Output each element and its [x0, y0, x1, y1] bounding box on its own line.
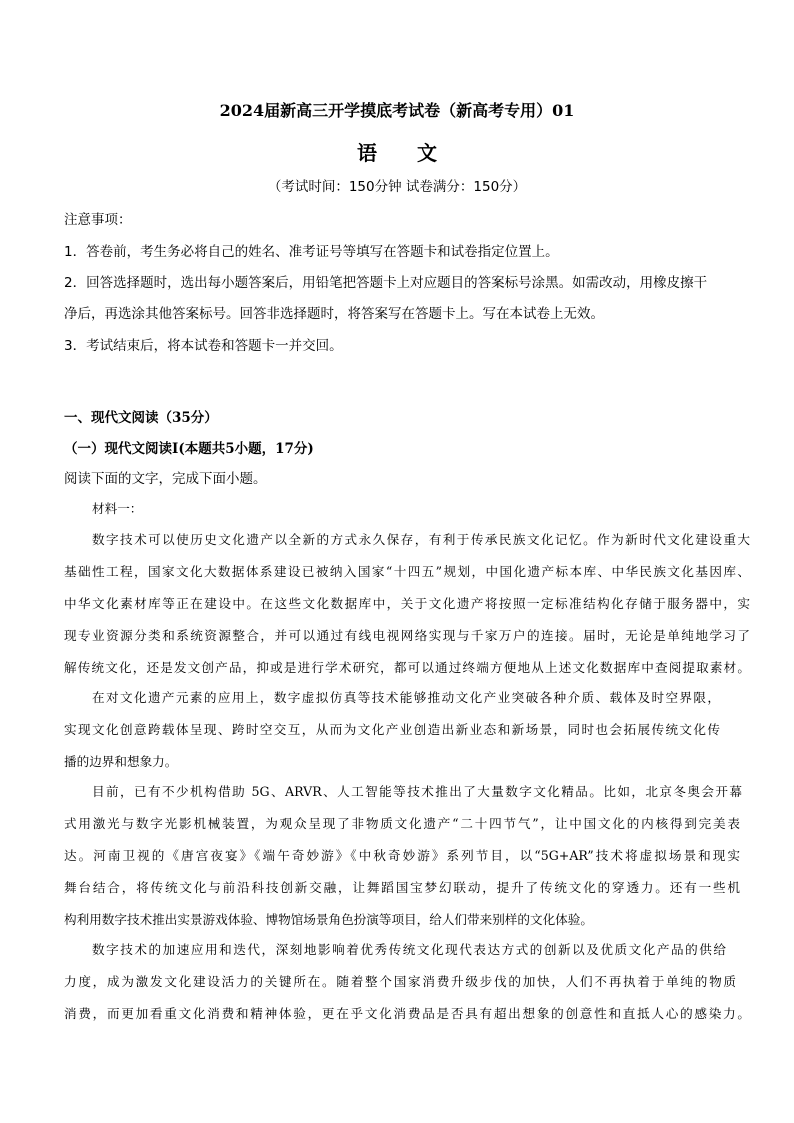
note-item: 3．考试结束后，将本试卷和答题卡一并交回。	[64, 338, 343, 354]
note-item: 净后，再选涂其他答案标号。回答非选择题时，将答案写在答题卡上。写在本试卷上无效。	[64, 306, 604, 322]
material-line: 达。河南卫视的《唐宫夜宴》《端午奇妙游》《中秋奇妙游》系列节目，以“5G+AR”技术将虚拟场景和现实	[64, 848, 740, 863]
reading-instruction: 阅读下面的文字，完成下面小题。	[64, 471, 267, 487]
material-line: 播的边界和想象力。	[64, 754, 178, 769]
material-line: 构利用数字技术推出实景游戏体验、博物馆场景角色扮演等项目，给人们带来别样的文化体验。	[64, 912, 593, 927]
exam-info: （考试时间：150分钟 试卷满分：150分）	[267, 179, 527, 195]
material-line: 基础性工程，国家文化大数据体系建设已被纳入国家“十四五”规划，中国化遗产标本库、中华民族文化基因库、	[64, 564, 750, 579]
subject-char-1: 语	[357, 141, 377, 165]
exam-title: 2024届新高三开学摸底考试卷（新高考专用）01	[219, 101, 575, 120]
material-line: 目前，已有不少机构借助 5G、ARVR、人工智能等技术推出了大量数字文化精品。比如，北京冬奥会开幕	[92, 784, 742, 799]
material-line: 式用激光与数字光影机械装置，为观众呈现了非物质文化遗产“二十四节气”，让中国文化的内核得到完美表	[64, 816, 740, 831]
note-item: 2．回答选择题时，选出每小题答案后，用铅笔把答题卡上对应题目的答案标号涂黑。如需改动，用橡皮擦干	[64, 275, 708, 291]
material-line: 消费，而更加看重文化消费和精神体验，更在乎文化消费品是否具有超出想象的创意性和直抵人心的感染力。	[64, 1006, 750, 1021]
material-line: 现专业资源分类和系统资源整合，并可以通过有线电视网络实现与千家万户的连接。届时，无论是单纯地学习了	[64, 628, 750, 643]
material-line: 舞台结合，将传统文化与前沿科技创新交融，让舞蹈国宝梦幻联动，提升了传统文化的穿透力。还有一些机	[64, 880, 740, 895]
subject-char-2: 文	[417, 141, 437, 165]
sub-section-heading: （一）现代文阅读Ⅰ(本题共5小题，17分)	[64, 441, 314, 457]
material-label: 材料一：	[92, 501, 143, 516]
material-line: 中华文化素材库等正在建设中。在这些文化数据库中，关于文化遗产将按照一定标准结构化存储于服务器中，实	[64, 596, 750, 611]
material-line: 在对文化遗产元素的应用上，数字虚拟仿真等技术能够推动文化产业突破各种介质、载体及时空界限，	[92, 690, 720, 705]
material-line: 实现文化创意跨载体呈现、跨时空交互，从而为文化产业创造出新业态和新场景，同时也会拓展传统文化传	[64, 722, 720, 737]
material-line: 力度，成为激发文化建设活力的关键所在。随着整个国家消费升级步伐的加快，人们不再执着于单纯的物质	[64, 974, 736, 989]
material-line: 数字技术的加速应用和迭代，深刻地影响着优秀传统文化现代表达方式的创新以及优质文化产品的供给	[92, 942, 726, 957]
material-line: 解传统文化，还是发文创产品，抑或是进行学术研究，都可以通过终端方便地从上述文化数据库中查阅提取素材。	[64, 660, 750, 675]
section-heading: 一、现代文阅读（35分）	[64, 410, 218, 426]
subject-heading	[0, 140, 794, 166]
note-item: 1．答卷前，考生务必将自己的姓名、准考证号等填写在答题卡和试卷指定位置上。	[64, 244, 559, 260]
notes-heading: 注意事项：	[64, 212, 132, 228]
material-line: 数字技术可以使历史文化遗产以全新的方式永久保存，有利于传承民族文化记忆。作为新时代文化建设重大	[92, 532, 750, 547]
